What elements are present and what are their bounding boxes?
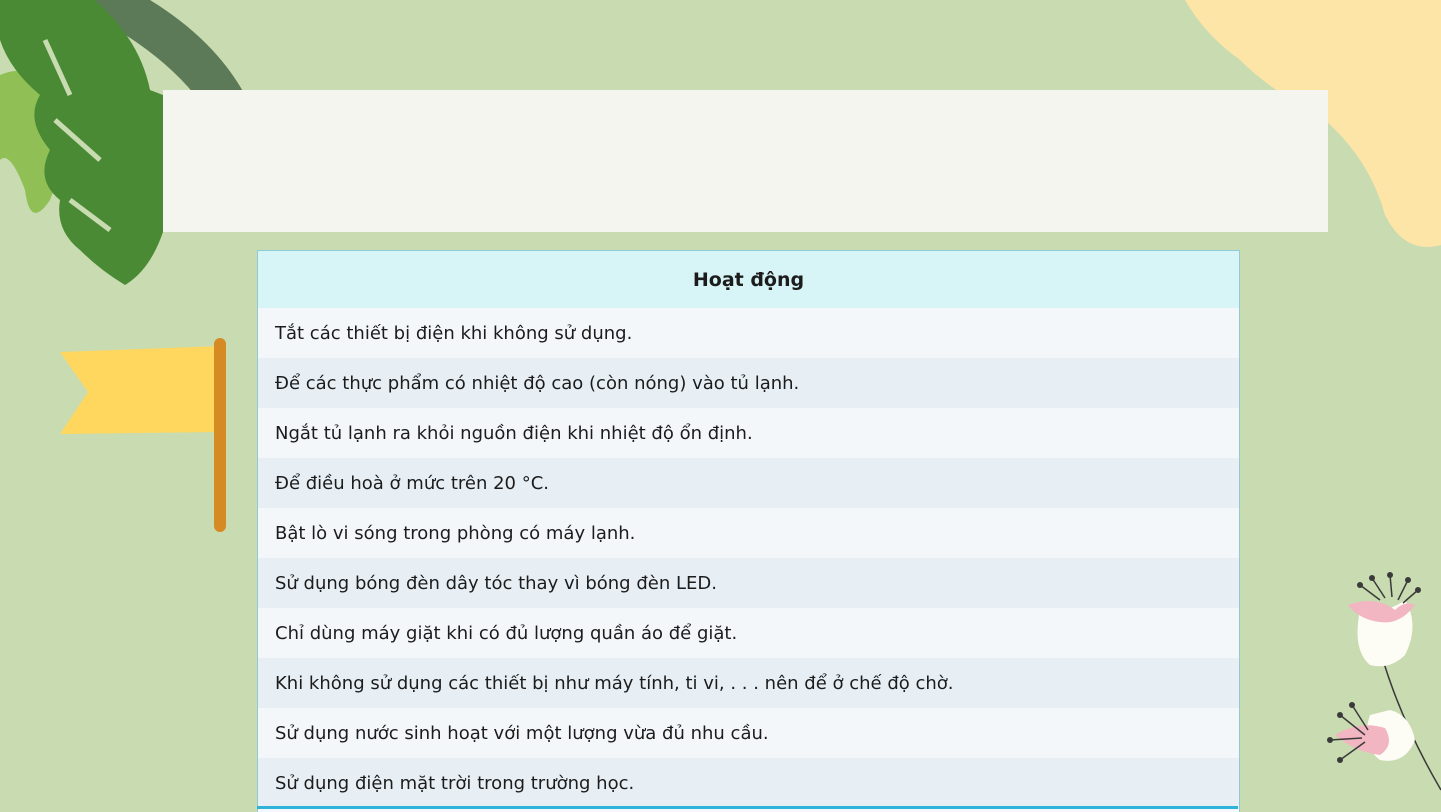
table-header: Hoạt động (258, 251, 1239, 308)
title-card (163, 90, 1328, 232)
table-row: Sử dụng nước sinh hoạt với một lượng vừa đủ nhu cầu. (258, 708, 1239, 758)
table-row: Khi không sử dụng các thiết bị như máy tính, ti vi, . . . nên để ở chế độ chờ. (258, 658, 1239, 708)
table-row: Để điều hoà ở mức trên 20 °C. (258, 458, 1239, 508)
flower-decoration (1327, 572, 1441, 790)
flag-pole-decoration (214, 338, 226, 532)
table-row: Ngắt tủ lạnh ra khỏi nguồn điện khi nhiệt độ ổn định. (258, 408, 1239, 458)
table-row: Để các thực phẩm có nhiệt độ cao (còn nóng) vào tủ lạnh. (258, 358, 1239, 408)
flag-decoration (60, 346, 222, 434)
table-row: Tắt các thiết bị điện khi không sử dụng. (258, 308, 1239, 358)
table-bottom-border (257, 806, 1238, 809)
table-row: Sử dụng điện mặt trời trong trường học. (258, 758, 1239, 808)
table-row: Bật lò vi sóng trong phòng có máy lạnh. (258, 508, 1239, 558)
activity-table (257, 250, 1240, 812)
table-row: Sử dụng bóng đèn dây tóc thay vì bóng đèn LED. (258, 558, 1239, 608)
table-row: Chỉ dùng máy giặt khi có đủ lượng quần áo để giặt. (258, 608, 1239, 658)
